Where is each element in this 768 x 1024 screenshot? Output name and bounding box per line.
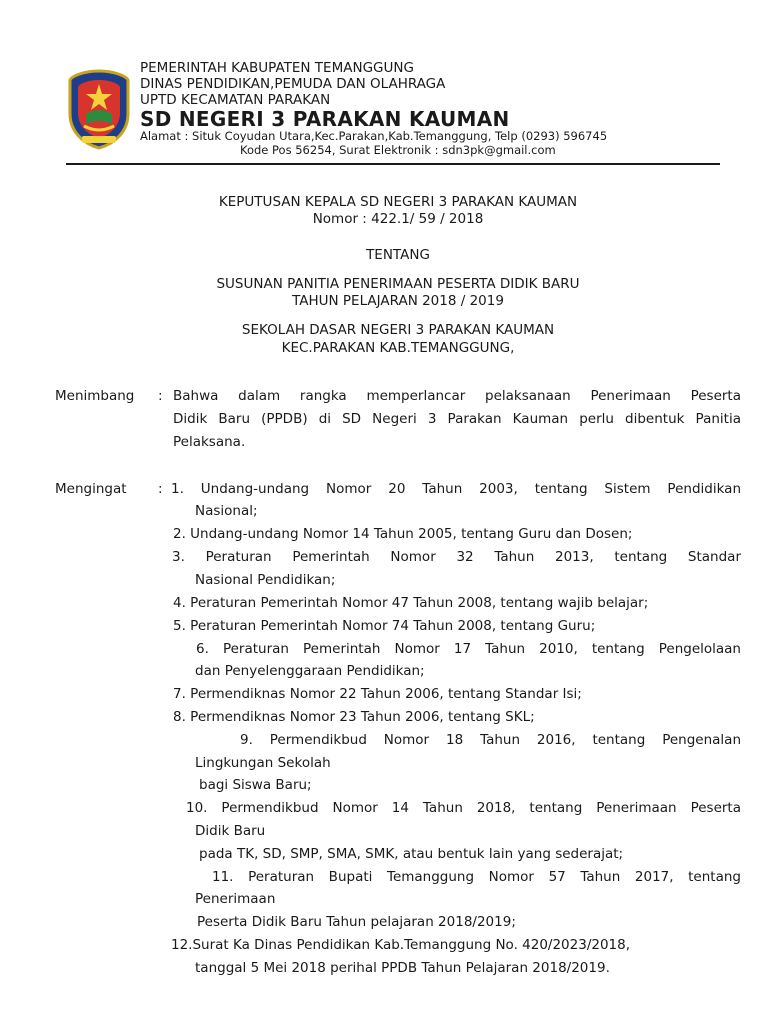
mengingat-colon: : [158, 481, 163, 497]
letterhead-address: Alamat : Situk Coyudan Utara,Kec.Parakan,Kab.Temanggung, Telp (0293) 596745 [140, 129, 608, 143]
mengingat-item: Nasional Pendidikan; [195, 572, 336, 588]
mengingat-item: dan Penyelenggaraan Pendidikan; [195, 663, 425, 679]
mengingat-item: Didik Baru [195, 823, 266, 839]
menimbang-colon: : [158, 388, 163, 404]
mengingat-item: Peserta Didik Baru Tahun pelajaran 2018/2019; [197, 914, 516, 930]
mengingat-item: 7. Permendiknas Nomor 22 Tahun 2006, tentang Standar Isi; [173, 686, 582, 702]
letterhead-government: PEMERINTAH KABUPATEN TEMANGGUNG [140, 60, 414, 76]
school-line-2: KEC.PARAKAN KAB.TEMANGGUNG, [281, 340, 515, 356]
mengingat-item: tanggal 5 Mei 2018 perihal PPDB Tahun Pelajaran 2018/2019. [195, 960, 610, 976]
decree-number: Nomor : 422.1/ 59 / 2018 [312, 211, 484, 227]
menimbang-line: Didik Baru (PPDB) di SD Negeri 3 Parakan Kauman perlu dibentuk Panitia [173, 411, 741, 427]
mengingat-item: 1. Undang-undang Nomor 20 Tahun 2003, tentang Sistem Pendidikan [171, 481, 741, 497]
letterhead-department: DINAS PENDIDIKAN,PEMUDA DAN OLAHRAGA [140, 76, 446, 92]
mengingat-label: Mengingat [55, 481, 127, 497]
menimbang-line: Bahwa dalam rangka memperlancar pelaksanaan Penerimaan Peserta [173, 388, 741, 404]
mengingat-item: Nasional; [195, 503, 258, 519]
decree-title: KEPUTUSAN KEPALA SD NEGERI 3 PARAKAN KAUMAN [218, 194, 578, 210]
mengingat-item: 12.Surat Ka Dinas Pendidikan Kab.Temanggung No. 420/2023/2018, [171, 937, 631, 953]
subject-line-1: SUSUNAN PANITIA PENERIMAAN PESERTA DIDIK BARU [216, 276, 580, 292]
mengingat-item: 5. Peraturan Pemerintah Nomor 74 Tahun 2008, tentang Guru; [173, 618, 596, 634]
mengingat-item: 10. Permendikbud Nomor 14 Tahun 2018, tentang Penerimaan Peserta [186, 800, 741, 816]
mengingat-item: Penerimaan [195, 891, 276, 907]
mengingat-item: pada TK, SD, SMP, SMA, SMK, atau bentuk lain yang sederajat; [199, 846, 624, 862]
subject-line-2: TAHUN PELAJARAN 2018 / 2019 [292, 293, 504, 309]
mengingat-item: 2. Undang-undang Nomor 14 Tahun 2005, tentang Guru dan Dosen; [173, 526, 633, 542]
mengingat-item: bagi Siswa Baru; [199, 777, 312, 793]
mengingat-item: 3. Peraturan Pemerintah Nomor 32 Tahun 2013, tentang Standar [172, 549, 741, 565]
menimbang-line: Pelaksana. [173, 434, 246, 450]
menimbang-label: Menimbang [55, 388, 135, 404]
mengingat-item: 4. Peraturan Pemerintah Nomor 47 Tahun 2008, tentang wajib belajar; [173, 595, 649, 611]
header-divider [66, 163, 720, 165]
school-line-1: SEKOLAH DASAR NEGERI 3 PARAKAN KAUMAN [241, 322, 555, 338]
about-heading: TENTANG [366, 247, 430, 263]
mengingat-item: 8. Permendiknas Nomor 23 Tahun 2006, tentang SKL; [173, 709, 535, 725]
letterhead-uptd: UPTD KECAMATAN PARAKAN [140, 92, 331, 108]
school-name: SD NEGERI 3 PARAKAN KAUMAN [140, 107, 510, 131]
mengingat-item: 11. Peraturan Bupati Temanggung Nomor 57 Tahun 2017, tentang [212, 869, 741, 885]
mengingat-item: 9. Permendikbud Nomor 18 Tahun 2016, tentang Pengenalan [240, 732, 741, 748]
temanggung-emblem-icon [64, 68, 134, 150]
letterhead-postal-email: Kode Pos 56254, Surat Elektronik : sdn3pk@gmail.com [240, 143, 556, 157]
mengingat-item: Lingkungan Sekolah [195, 755, 331, 771]
mengingat-item: 6. Peraturan Pemerintah Nomor 17 Tahun 2010, tentang Pengelolaan [196, 641, 741, 657]
